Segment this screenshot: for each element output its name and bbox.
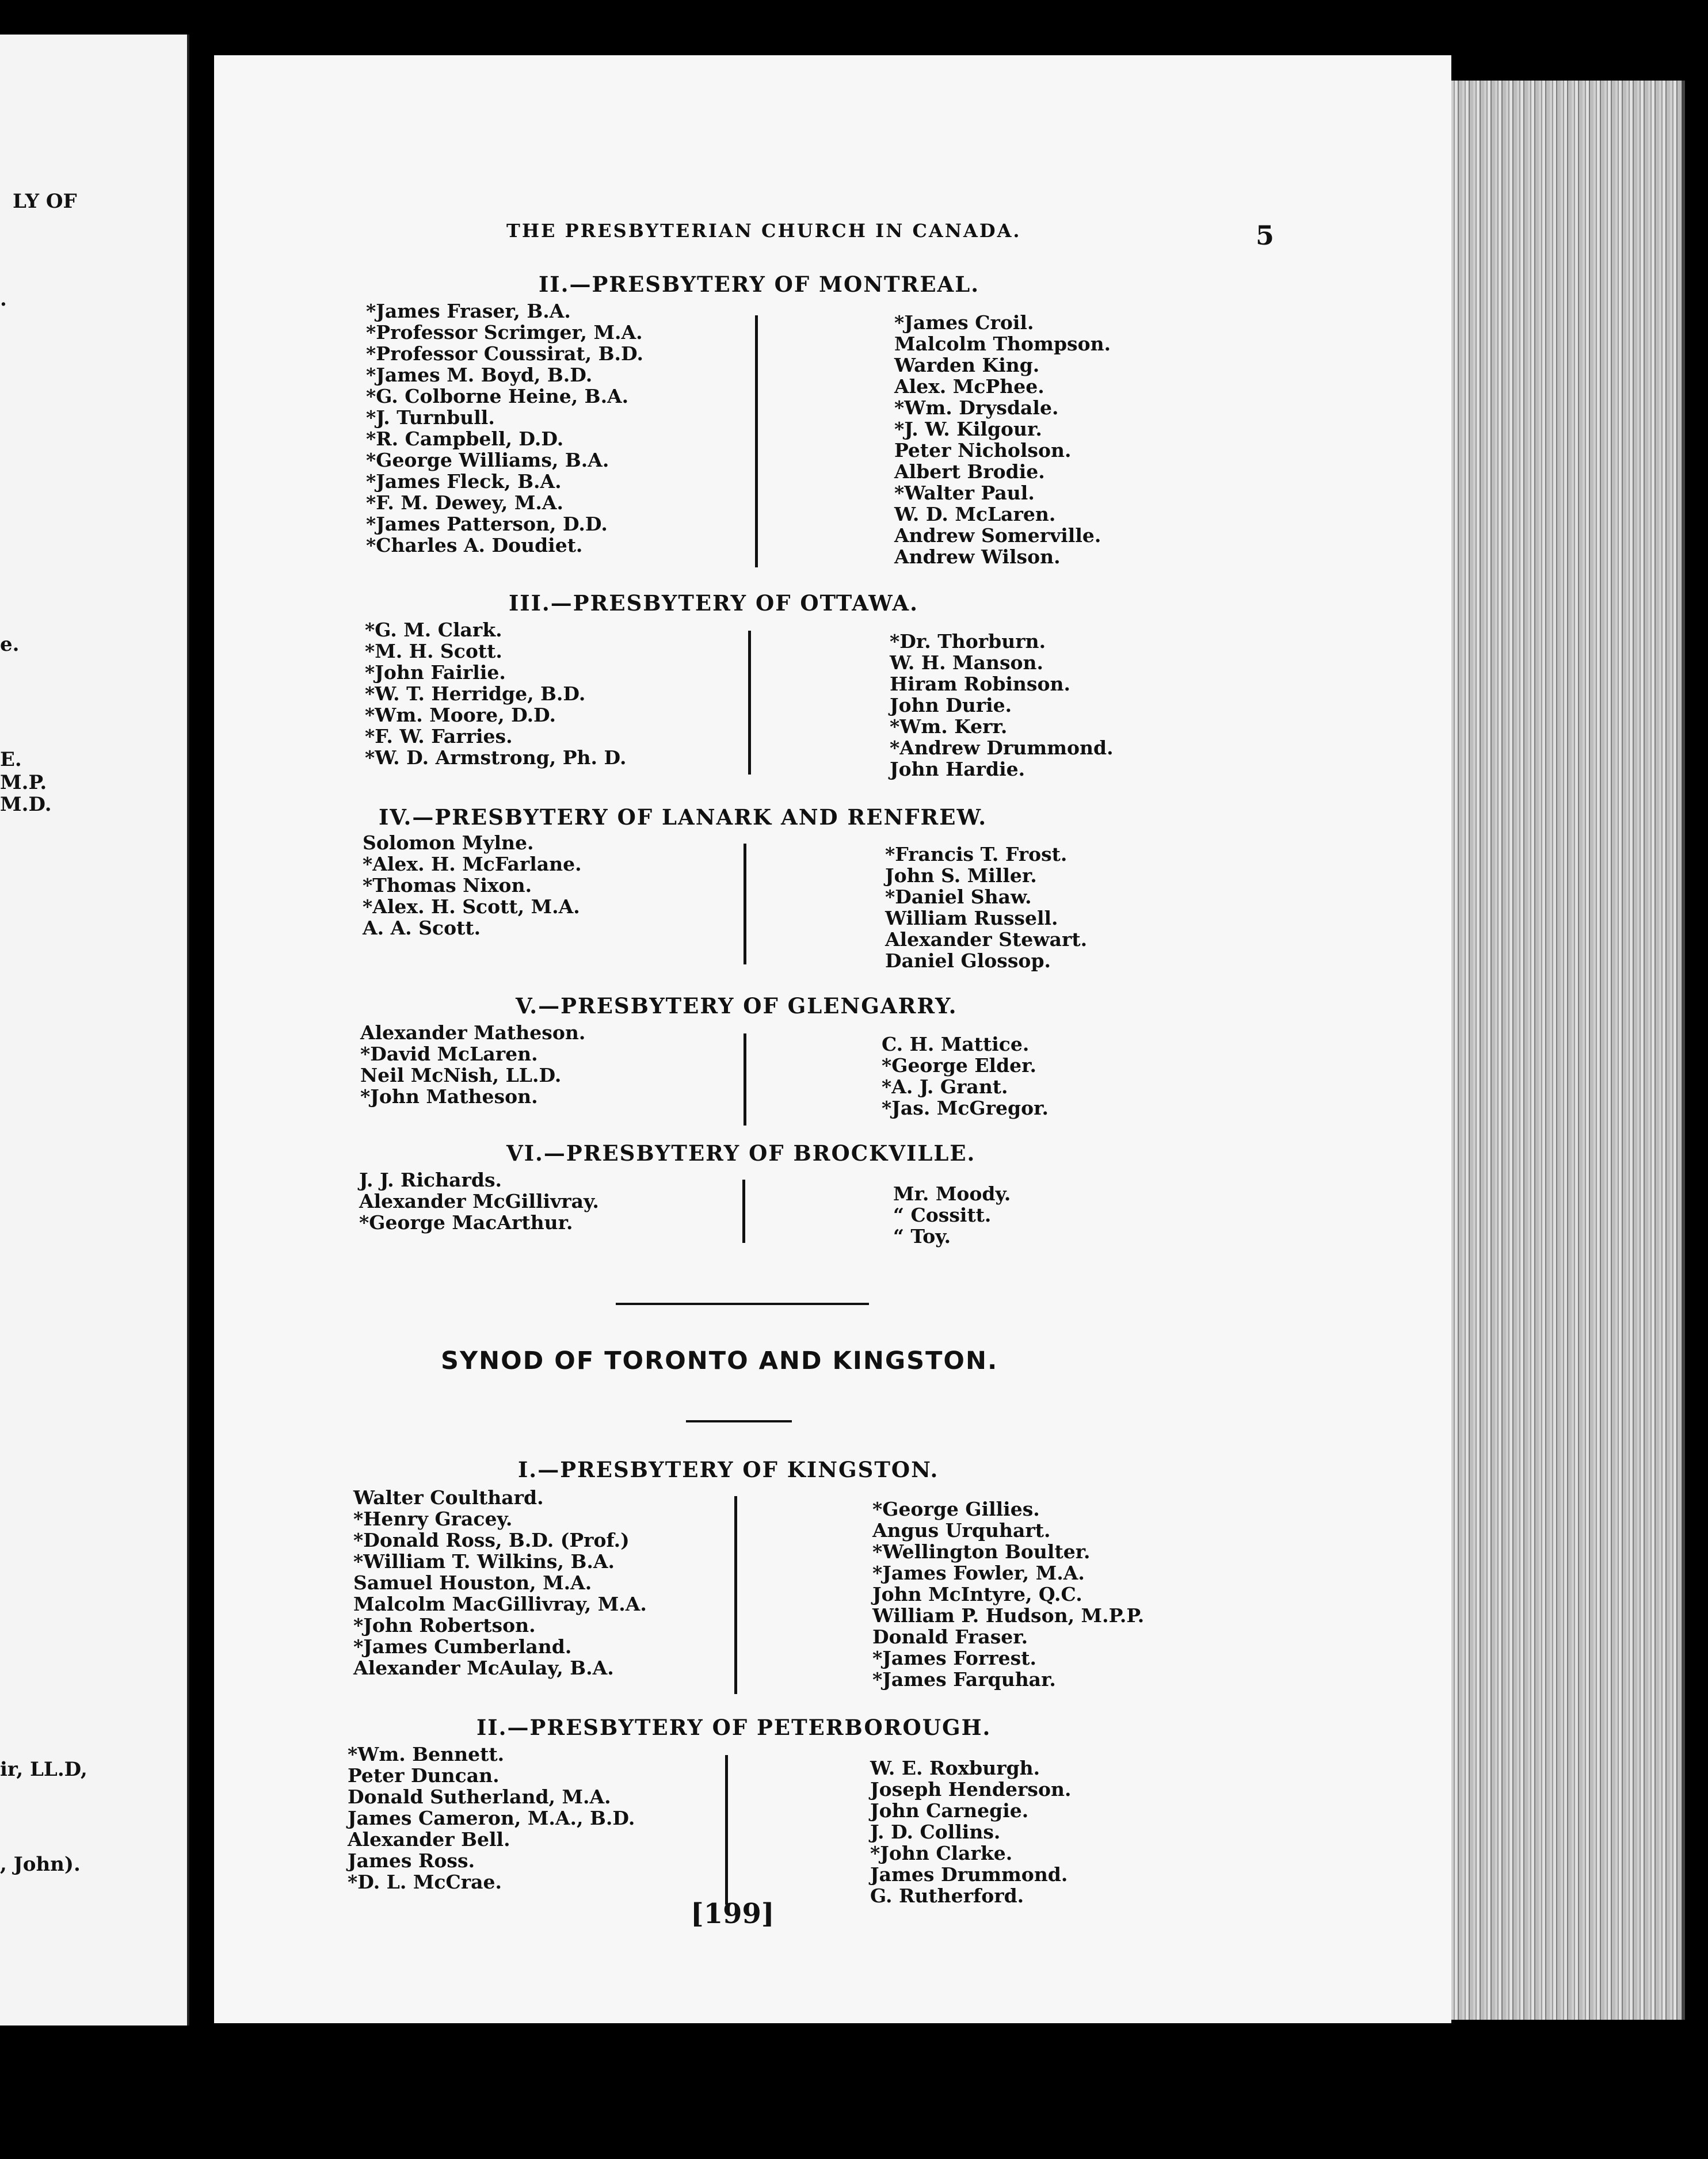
members-right-brockville [893, 1183, 1011, 1247]
member-name: *Wm. Kerr. [890, 715, 1008, 738]
section-title-montreal: II.—PRESBYTERY OF MONTREAL. [539, 272, 980, 297]
member-name: *F. M. Dewey, M.A. [366, 491, 563, 514]
member-name: *G. M. Clark. [365, 619, 502, 641]
member-name: *John Clarke. [870, 1842, 1013, 1864]
column-divider [748, 631, 751, 775]
members-left-kingston [353, 1487, 647, 1679]
member-name: Alexander Matheson. [360, 1021, 586, 1044]
member-name: *Professor Coussirat, B.D. [366, 342, 643, 365]
member-name: Alex. McPhee. [894, 375, 1044, 398]
column-divider [744, 844, 746, 964]
member-name: *Charles A. Doudiet. [366, 534, 583, 556]
column-divider [725, 1755, 728, 1905]
member-name: Peter Nicholson. [894, 439, 1072, 461]
member-name: *James Croil. [894, 311, 1034, 334]
section-title-lanark-renfrew: IV.—PRESBYTERY OF LANARK AND RENFREW. [379, 804, 988, 830]
column-divider [734, 1496, 737, 1694]
member-name: Alexander McGillivray. [359, 1190, 599, 1212]
section-title-kingston: I.—PRESBYTERY OF KINGSTON. [518, 1457, 939, 1482]
member-name: W. E. Roxburgh. [870, 1757, 1040, 1779]
member-name: *Wellington Boulter. [872, 1540, 1091, 1563]
member-name: “ Toy. [893, 1225, 951, 1248]
member-name: *M. H. Scott. [365, 640, 502, 662]
members-left-lanark-renfrew [363, 832, 582, 939]
member-name: Peter Duncan. [348, 1764, 500, 1787]
member-name: Neil McNish, LL.D. [360, 1064, 562, 1086]
member-name: *John Matheson. [360, 1085, 538, 1108]
member-name: Alexander Bell. [348, 1828, 510, 1851]
members-right-kingston [872, 1498, 1144, 1690]
member-name: *W. T. Herridge, B.D. [365, 682, 586, 705]
member-name: Walter Coulthard. [353, 1486, 544, 1509]
member-name: Daniel Glossop. [885, 949, 1051, 972]
member-name: Warden King. [894, 354, 1040, 376]
member-name: J. D. Collins. [870, 1821, 1001, 1843]
member-name: Alexander McAulay, B.A. [353, 1657, 614, 1679]
member-name: *Professor Scrimger, M.A. [366, 321, 643, 344]
members-left-glengarry [360, 1022, 585, 1107]
member-name: Andrew Wilson. [894, 546, 1061, 568]
member-name: *Wm. Moore, D.D. [365, 704, 556, 726]
members-right-montreal [894, 312, 1111, 567]
member-name: *George MacArthur. [359, 1211, 573, 1234]
members-left-brockville [359, 1169, 599, 1233]
members-left-montreal [366, 300, 643, 556]
member-name: *D. L. McCrae. [348, 1871, 502, 1893]
member-name: Donald Sutherland, M.A. [348, 1786, 611, 1808]
member-name: *Francis T. Frost. [885, 843, 1068, 865]
member-name: *Wm. Drysdale. [894, 396, 1059, 419]
member-name: *Henry Gracey. [353, 1508, 513, 1530]
member-name: William P. Hudson, M.P.P. [872, 1604, 1145, 1627]
member-name: *Jas. McGregor. [882, 1097, 1049, 1119]
member-name: *George Elder. [882, 1054, 1036, 1077]
member-name: *Alex. H. McFarlane. [363, 853, 582, 875]
member-name: *George Gillies. [872, 1498, 1040, 1520]
member-name: *Thomas Nixon. [363, 874, 532, 897]
members-right-peterborough [870, 1757, 1071, 1906]
member-name: *A. J. Grant. [882, 1075, 1008, 1098]
member-name: *James Fowler, M.A. [872, 1562, 1085, 1584]
signature-mark: [199] [691, 1898, 775, 1930]
member-name: Donald Fraser. [872, 1626, 1028, 1648]
member-name: *Alex. H. Scott, M.A. [363, 895, 580, 918]
member-name: *Wm. Bennett. [348, 1743, 505, 1765]
member-name: *Dr. Thorburn. [890, 630, 1046, 653]
member-name: *James Fleck, B.A. [366, 470, 562, 493]
member-name: W. D. McLaren. [894, 503, 1056, 525]
column-divider [755, 315, 758, 567]
facing-page-text: , John). [0, 1853, 81, 1876]
member-name: James Drummond. [870, 1863, 1068, 1886]
member-name: Albert Brodie. [894, 460, 1045, 483]
member-name: *G. Colborne Heine, B.A. [366, 385, 629, 407]
member-name: Solomon Mylne. [363, 831, 534, 854]
facing-page-text: M.P. [0, 771, 47, 794]
member-name: *John Robertson. [353, 1614, 536, 1637]
column-divider [744, 1033, 746, 1126]
members-left-ottawa [365, 619, 626, 768]
members-right-glengarry [882, 1033, 1049, 1119]
member-name: *Daniel Shaw. [885, 886, 1032, 908]
members-left-peterborough [348, 1744, 635, 1893]
member-name: C. H. Mattice. [882, 1033, 1030, 1055]
members-right-ottawa [890, 631, 1114, 780]
member-name: W. H. Manson. [890, 651, 1044, 674]
page-number: 5 [1256, 220, 1275, 251]
member-name: *W. D. Armstrong, Ph. D. [365, 746, 627, 769]
member-name: Samuel Houston, M.A. [353, 1571, 592, 1594]
member-name: *David McLaren. [360, 1043, 538, 1065]
member-name: *James Fraser, B.A. [366, 300, 571, 322]
running-head: THE PRESBYTERIAN CHURCH IN CANADA. [506, 220, 1021, 242]
member-name: William Russell. [885, 907, 1058, 929]
member-name: James Cameron, M.A., B.D. [348, 1807, 635, 1829]
member-name: *James Cumberland. [353, 1635, 572, 1658]
facing-page-text: LY OF [13, 190, 77, 213]
member-name: James Ross. [348, 1849, 475, 1872]
member-name: John Carnegie. [870, 1799, 1029, 1822]
facing-page [0, 35, 189, 2026]
facing-page-text: ir, LL.D, [0, 1758, 87, 1781]
member-name: J. J. Richards. [359, 1169, 502, 1191]
section-rule [616, 1303, 869, 1305]
member-name: *James Farquhar. [872, 1668, 1056, 1691]
book-edge [1451, 81, 1685, 2020]
member-name: *R. Campbell, D.D. [366, 428, 564, 450]
section-title-peterborough: II.—PRESBYTERY OF PETERBOROUGH. [476, 1715, 992, 1740]
member-name: *Andrew Drummond. [890, 737, 1114, 759]
member-name: Malcolm MacGillivray, M.A. [353, 1593, 647, 1615]
member-name: John S. Miller. [885, 864, 1037, 887]
member-name: *James Patterson, D.D. [366, 513, 608, 535]
member-name: A. A. Scott. [363, 917, 481, 939]
member-name: *George Williams, B.A. [366, 449, 609, 471]
synod-title: SYNOD OF TORONTO AND KINGSTON. [441, 1346, 998, 1375]
member-name: *Donald Ross, B.D. (Prof.) [353, 1529, 630, 1551]
member-name: Malcolm Thompson. [894, 333, 1111, 355]
member-name: *James Forrest. [872, 1647, 1036, 1669]
section-title-ottawa: III.—PRESBYTERY OF OTTAWA. [509, 590, 918, 616]
member-name: Joseph Henderson. [870, 1778, 1072, 1801]
member-name: John McIntyre, Q.C. [872, 1583, 1082, 1605]
section-title-brockville: VI.—PRESBYTERY OF BROCKVILLE. [506, 1140, 976, 1166]
member-name: John Durie. [890, 694, 1012, 716]
member-name: *J. Turnbull. [366, 406, 495, 429]
member-name: Andrew Somerville. [894, 524, 1101, 547]
member-name: *F. W. Farries. [365, 725, 513, 747]
member-name: Angus Urquhart. [872, 1519, 1051, 1542]
member-name: G. Rutherford. [870, 1885, 1024, 1907]
member-name: *J. W. Kilgour. [894, 418, 1042, 440]
member-name: Hiram Robinson. [890, 673, 1070, 695]
member-name: “ Cossitt. [893, 1204, 992, 1226]
section-rule [686, 1420, 792, 1422]
member-name: *John Fairlie. [365, 661, 506, 684]
facing-page-text: M.D. [0, 793, 52, 816]
section-title-glengarry: V.—PRESBYTERY OF GLENGARRY. [516, 993, 958, 1019]
member-name: *Walter Paul. [894, 482, 1035, 504]
member-name: *James M. Boyd, B.D. [366, 364, 593, 386]
member-name: *William T. Wilkins, B.A. [353, 1550, 615, 1573]
member-name: John Hardie. [890, 758, 1025, 780]
member-name: Mr. Moody. [893, 1183, 1011, 1205]
facing-page-text: E. [0, 748, 22, 771]
member-name: Alexander Stewart. [885, 928, 1088, 951]
facing-page-text: e. [0, 633, 20, 656]
facing-page-text: . [0, 288, 7, 311]
members-right-lanark-renfrew [885, 844, 1087, 971]
column-divider [742, 1180, 745, 1243]
